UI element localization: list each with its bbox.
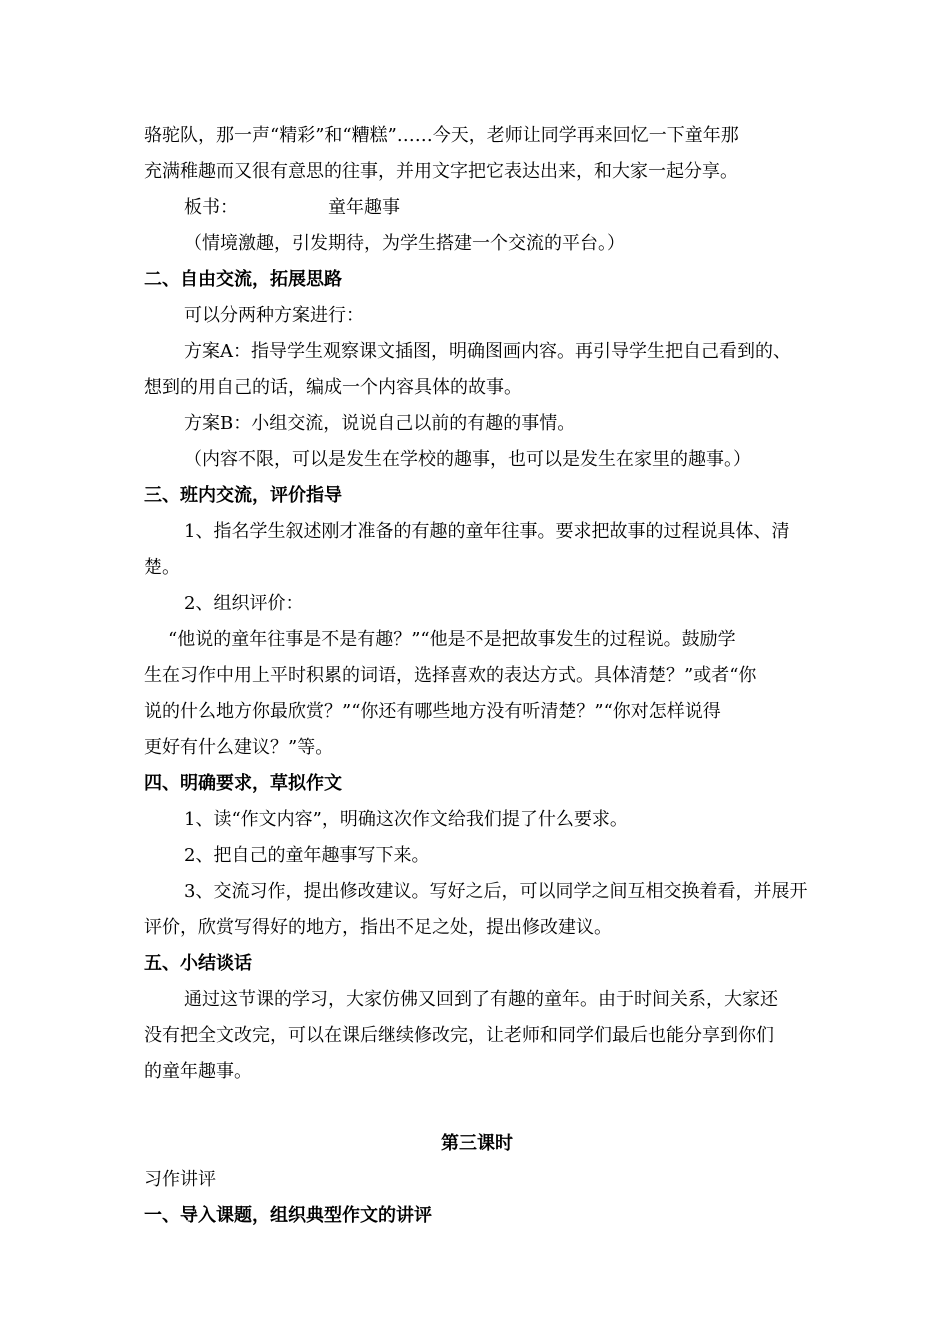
paragraph-line: （内容不限，可以是发生在学校的趣事，也可以是发生在家里的趣事。）	[184, 449, 751, 470]
section-heading: 四、明确要求，草拟作文	[144, 773, 342, 794]
paragraph-line: 可以分两种方案进行：	[184, 305, 364, 326]
paragraph-line: 1、读“作文内容”，明确这次作文给我们提了什么要求。	[184, 809, 628, 830]
paragraph-line: 3、交流习作，提出修改建议。写好之后，可以同学之间互相交换着看，并展开	[184, 881, 808, 902]
paragraph-line: 楚。	[144, 557, 180, 578]
paragraph-line: 说的什么地方你最欣赏？”“你还有哪些地方没有听清楚？”“你对怎样说得	[144, 701, 721, 722]
paragraph-line: 评价，欣赏写得好的地方，指出不足之处，提出修改建议。	[144, 917, 612, 938]
paragraph-line: 通过这节课的学习，大家仿佛又回到了有趣的童年。由于时间关系，大家还	[184, 989, 778, 1010]
paragraph-line: 骆驼队，那一声“精彩”和“糟糕”……今天，老师让同学再来回忆一下童年那	[144, 125, 739, 146]
paragraph-line: 2、组织评价：	[184, 593, 304, 614]
paragraph-line: 生在习作中用上平时积累的词语，选择喜欢的表达方式。具体清楚？”或者“你	[144, 665, 757, 686]
paragraph-line: （情境激趣，引发期待，为学生搭建一个交流的平台。）	[184, 233, 625, 254]
paragraph-line: 习作讲评	[144, 1169, 216, 1190]
paragraph-line: 充满稚趣而又很有意思的往事，并用文字把它表达出来，和大家一起分享。	[144, 161, 738, 182]
paragraph-line: 1、指名学生叙述刚才准备的有趣的童年往事。要求把故事的过程说具体、清	[184, 521, 790, 542]
paragraph-line: 更好有什么建议？”等。	[144, 737, 334, 758]
board-label: 板书：	[184, 197, 238, 218]
paragraph-line: 2、把自己的童年趣事写下来。	[184, 845, 430, 866]
section-heading: 一、导入课题，组织典型作文的讲评	[144, 1205, 432, 1226]
section-gap	[144, 1090, 810, 1126]
section-heading: 五、小结谈话	[144, 953, 252, 974]
document-page	[144, 118, 810, 1234]
lesson-title: 第三课时	[441, 1133, 513, 1154]
section-heading: 三、班内交流，评价指导	[144, 485, 342, 506]
paragraph-line: 的童年趣事。	[144, 1061, 252, 1082]
paragraph-line: 没有把全文改完，可以在课后继续修改完，让老师和同学们最后也能分享到你们	[144, 1025, 774, 1046]
paragraph-line: 方案B：小组交流，说说自己以前的有趣的事情。	[184, 413, 576, 434]
paragraph-line: 想到的用自己的话，编成一个内容具体的故事。	[144, 377, 522, 398]
paragraph-line: 方案A：指导学生观察课文插图，明确图画内容。再引导学生把自己看到的、	[184, 341, 791, 362]
board-line	[144, 190, 810, 226]
section-heading: 二、自由交流，拓展思路	[144, 269, 342, 290]
board-value: 童年趣事	[328, 197, 400, 218]
paragraph-line: “他说的童年往事是不是有趣？”“他是不是把故事发生的过程说。鼓励学	[168, 629, 736, 650]
